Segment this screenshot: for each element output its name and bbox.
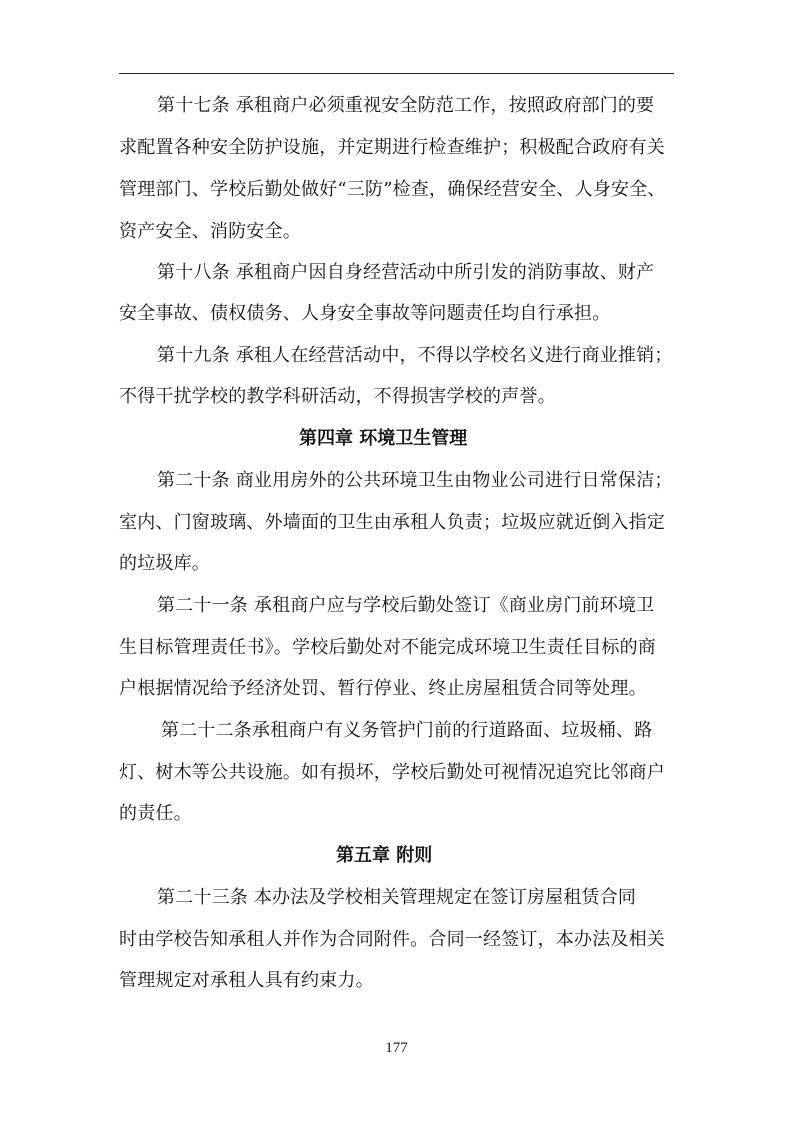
header-rule (119, 73, 674, 74)
chapter-5-heading: 第五章 附则 (336, 845, 433, 866)
article-22-line-2: 灯、树木等公共设施。如有损坏，学校后勤处可视情况追究比邻商户 (119, 762, 665, 783)
chapter-4-heading: 第四章 环境卫生管理 (299, 428, 468, 449)
article-23-line-2: 时由学校告知承租人并作为合同附件。合同一经签订，本办法及相关 (119, 929, 665, 950)
article-22-line-1: 第二十二条承租商户有义务管护门前的行道路面、垃圾桶、路 (161, 720, 653, 741)
article-17-line-3: 管理部门、学校后勤处做好“三防”检查，确保经营安全、人身安全、 (119, 179, 666, 200)
article-18-line-2: 安全事故、债权债务、人身安全事故等问题责任均自行承担。 (119, 303, 611, 324)
article-21-line-3: 户根据情况给予经济处罚、暂行停业、终止房屋租赁合同等处理。 (119, 678, 647, 699)
article-21-line-2: 生目标管理责任书》。学校后勤处对不能完成环境卫生责任目标的商 (119, 637, 656, 658)
article-22-line-3: 的责任。 (119, 803, 192, 824)
article-18-line-1: 第十八条 承租商户因自身经营活动中所引发的消防事故、财产 (157, 262, 655, 283)
article-19-line-1: 第十九条 承租人在经营活动中，不得以学校名义进行商业推销； (157, 345, 673, 366)
article-17-line-4: 资产安全、消防安全。 (119, 221, 301, 242)
article-23-line-3: 管理规定对承租人具有约束力。 (119, 970, 374, 991)
article-17-line-2: 求配置各种安全防护设施，并定期进行检查维护；积极配合政府有关 (119, 137, 665, 158)
article-20-line-3: 的垃圾库。 (119, 553, 210, 574)
article-20-line-2: 室内、门窗玻璃、外墙面的卫生由承租人负责；垃圾应就近倒入指定 (119, 512, 665, 533)
article-20-line-1: 第二十条 商业用房外的公共环境卫生由物业公司进行日常保洁； (157, 470, 673, 491)
article-23-line-1: 第二十三条 本办法及学校相关管理规定在签订房屋租赁合同 (157, 887, 637, 908)
article-19-line-2: 不得干扰学校的教学科研活动，不得损害学校的声誉。 (119, 386, 556, 407)
article-21-line-1: 第二十一条 承租商户应与学校后勤处签订《商业房门前环境卫 (157, 595, 655, 616)
article-17-line-1: 第十七条 承租商户必须重视安全防范工作，按照政府部门的要 (157, 95, 655, 116)
page-number: 177 (385, 1040, 408, 1056)
